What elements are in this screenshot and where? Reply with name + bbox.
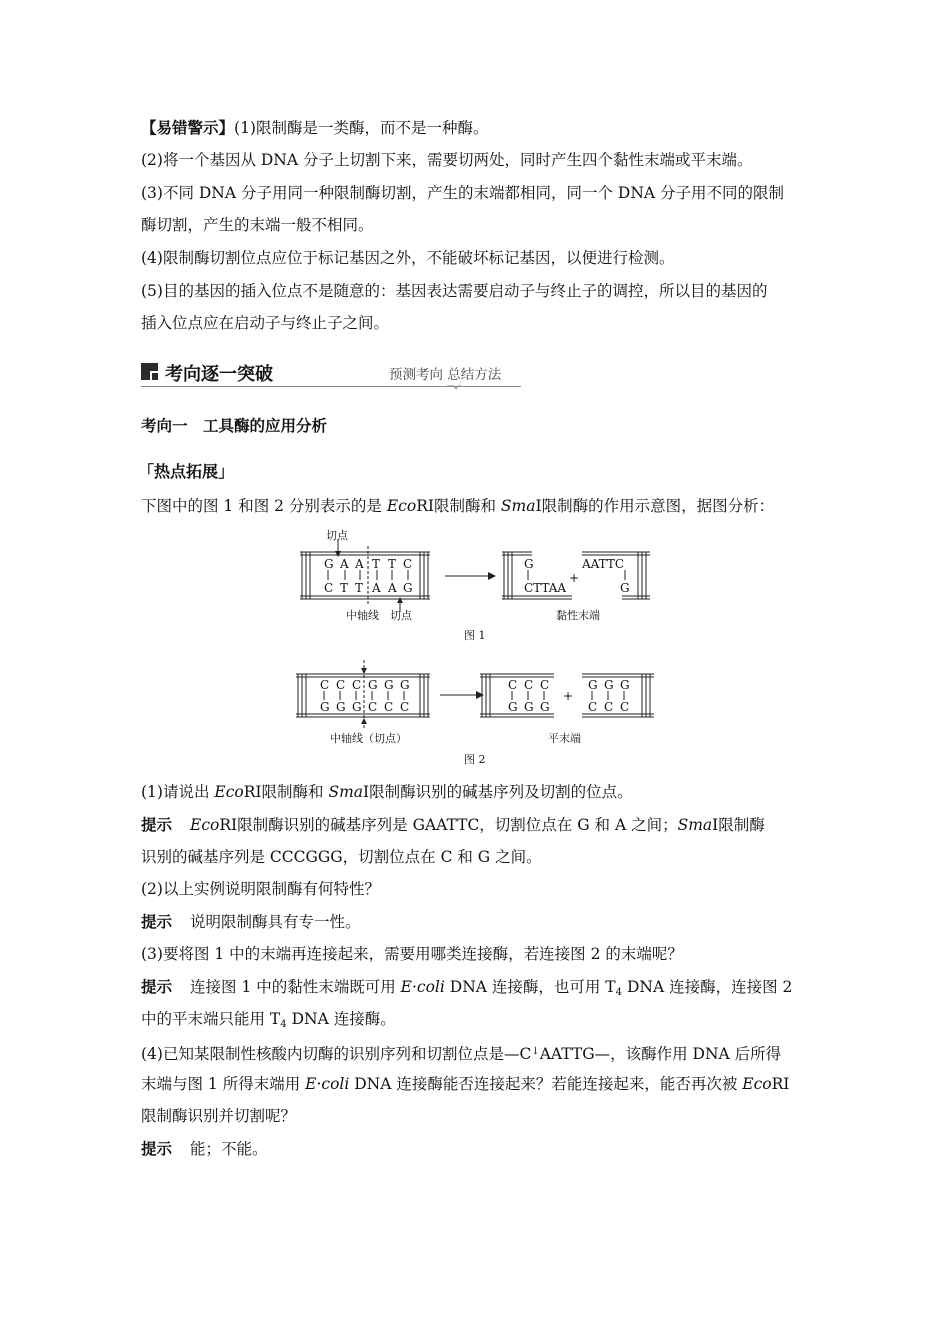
question-4-line-2: 末端与图 1 所得末端用 E·coli DNA 连接酶能否连接起来？若能连接起来，能否再次被 EcoRⅠ [141,1075,790,1093]
banner-notch-icon [447,382,461,390]
fig1-top-base: T [388,557,397,571]
fig2-product-label: 平末端 [548,732,581,745]
fig1-left-top: G [524,557,534,571]
warning-item: 插入位点应在启动子与终止子之间。 [141,314,390,332]
fig1-right-top: AATTC [582,557,625,571]
fig2-bottom-base: C [368,700,378,714]
fig2-right-top: G [588,678,598,692]
fig2-bottom-base: G [352,700,362,714]
question-2: (2)以上实例说明限制酶有何特性？ [141,880,380,898]
fig2-top-base: G [368,678,378,692]
fig1-product-label: 黏性末端 [556,609,600,622]
section-banner [141,360,521,392]
banner-title: 考向逐一突破 [165,364,273,385]
fig1-axis-label: 中轴线 [346,609,379,622]
fig2-axis-label: 中轴线（切点） [330,732,407,745]
fig2-right-bottom: C [604,700,614,714]
banner-subtitle: 预测考向 总结方法 [389,367,502,383]
fig2-bottom-base: G [336,700,346,714]
fig2-plus: + [563,689,574,703]
warning-line-1 [141,118,488,138]
answer-3: 提示 连接图 1 中的黏性末端既可用 E·coli DNA 连接酶，也可用 $T_4$ DNA 连接酶，连接图 2 [141,978,793,998]
warning-item: (2)将一个基因从 DNA 分子上切割下来，需要切两处，同时产生四个黏性末端或平末端。 [141,151,753,169]
hint-label: 提示 [141,816,173,834]
fig2-left-top: C [540,678,550,692]
fig2-left-bottom: G [540,700,550,714]
fig1-top-base: C [403,557,413,571]
fig2-right-bottom: C [588,700,598,714]
warning-item: (3)不同 DNA 分子用同一种限制酶切割，产生的末端都相同，同一个 DNA 分子用不同的限制 [141,184,785,202]
fig1-cut-top-label: 切点 [326,529,348,542]
fig2-top-base: C [336,678,346,692]
fig1-top-base: G [324,557,334,571]
question-4: (4)已知某限制性核酸内切酶的识别序列和切割位点是—C↓AATTG—，该酶作用 DNA 后所得 [141,1045,782,1063]
fig1-left-bottom: CTTAA [524,581,567,595]
fig2-left-bottom: G [508,700,518,714]
fig2-top-base: C [352,678,362,692]
fig1-right-bottom: G [620,581,630,595]
fig2-left-top: C [524,678,534,692]
section-title: 考向一 工具酶的应用分析 [141,417,328,435]
fig1-bottom-base: G [403,581,413,595]
fig1-bottom-base: T [340,581,349,595]
fig2-caption: 图 2 [464,753,486,766]
answer-2: 提示 说明限制酶具有专一性。 [141,913,361,931]
fig1-bottom-base: C [324,581,334,595]
answer-1-line-2: 识别的碱基序列是 CCCGGG，切割位点在 C 和 G 之间。 [141,848,542,866]
fig2-top-base: G [384,678,394,692]
question-1: (1)请说出 EcoRⅠ限制酶和 SmaⅠ限制酶识别的碱基序列及切割的位点。 [141,783,633,801]
answer-1: 提示 EcoRⅠ限制酶识别的碱基序列是 GAATTC，切割位点在 G 和 A 之间；SmaⅠ限制酶 [141,816,765,834]
fig1-cut-bottom-label: 切点 [390,609,412,622]
warning-item: (4)限制酶切割位点应位于标记基因之外，不能破坏标记基因，以便进行检测。 [141,249,675,267]
question-3: (3)要将图 1 中的末端再连接起来，需要用哪类连接酶，若连接图 2 的末端呢？ [141,945,683,963]
fig2-bottom-base: C [384,700,394,714]
fig2-top-base: G [400,678,410,692]
banner-rule [141,386,521,387]
fig1-bottom-base: A [388,581,397,595]
hint-label: 提示 [141,1140,173,1158]
fig2-right-top: G [604,678,614,692]
answer-4: 提示 能；不能。 [141,1140,268,1158]
fig1-top-base: A [340,557,349,571]
fig1-bottom-base: T [355,581,364,595]
fig2-bottom-base: C [400,700,410,714]
hint-label: 提示 [141,913,173,931]
fig1-caption: 图 1 [464,629,486,642]
fig1-plus: + [569,571,580,585]
hot-label: 「热点拓展」 [138,462,235,481]
warning-item: (1)限制酶是一类酶，而不是一种酶。 [234,119,489,137]
question-4-line-3: 限制酶识别并切割呢？ [141,1107,297,1125]
fig2-left-top: C [508,678,518,692]
fig2-right-top: G [620,678,630,692]
figure-2 [290,658,660,770]
fig1-top-base: A [355,557,364,571]
answer-3-line-2: 中的平末端只能用 $T_4$ DNA 连接酶。 [141,1010,396,1030]
figure-1 [290,524,660,646]
hint-label: 提示 [141,978,173,996]
warning-item: (5)目的基因的插入位点不是随意的：基因表达需要启动子与终止子的调控，所以目的基因的 [141,282,768,300]
fig2-top-base: C [320,678,330,692]
intro-text: 下图中的图 1 和图 2 分别表示的是 EcoRⅠ限制酶和 SmaⅠ限制酶的作用示意图，据图分析： [141,497,775,515]
fig2-right-bottom: C [620,700,630,714]
fig2-bottom-base: G [320,700,330,714]
fig1-top-base: T [372,557,381,571]
warning-item: 酶切割，产生的末端一般不相同。 [141,216,374,234]
fig2-left-bottom: G [524,700,534,714]
warning-label: 【易错警示】 [141,119,235,137]
fig1-bottom-base: A [372,581,381,595]
